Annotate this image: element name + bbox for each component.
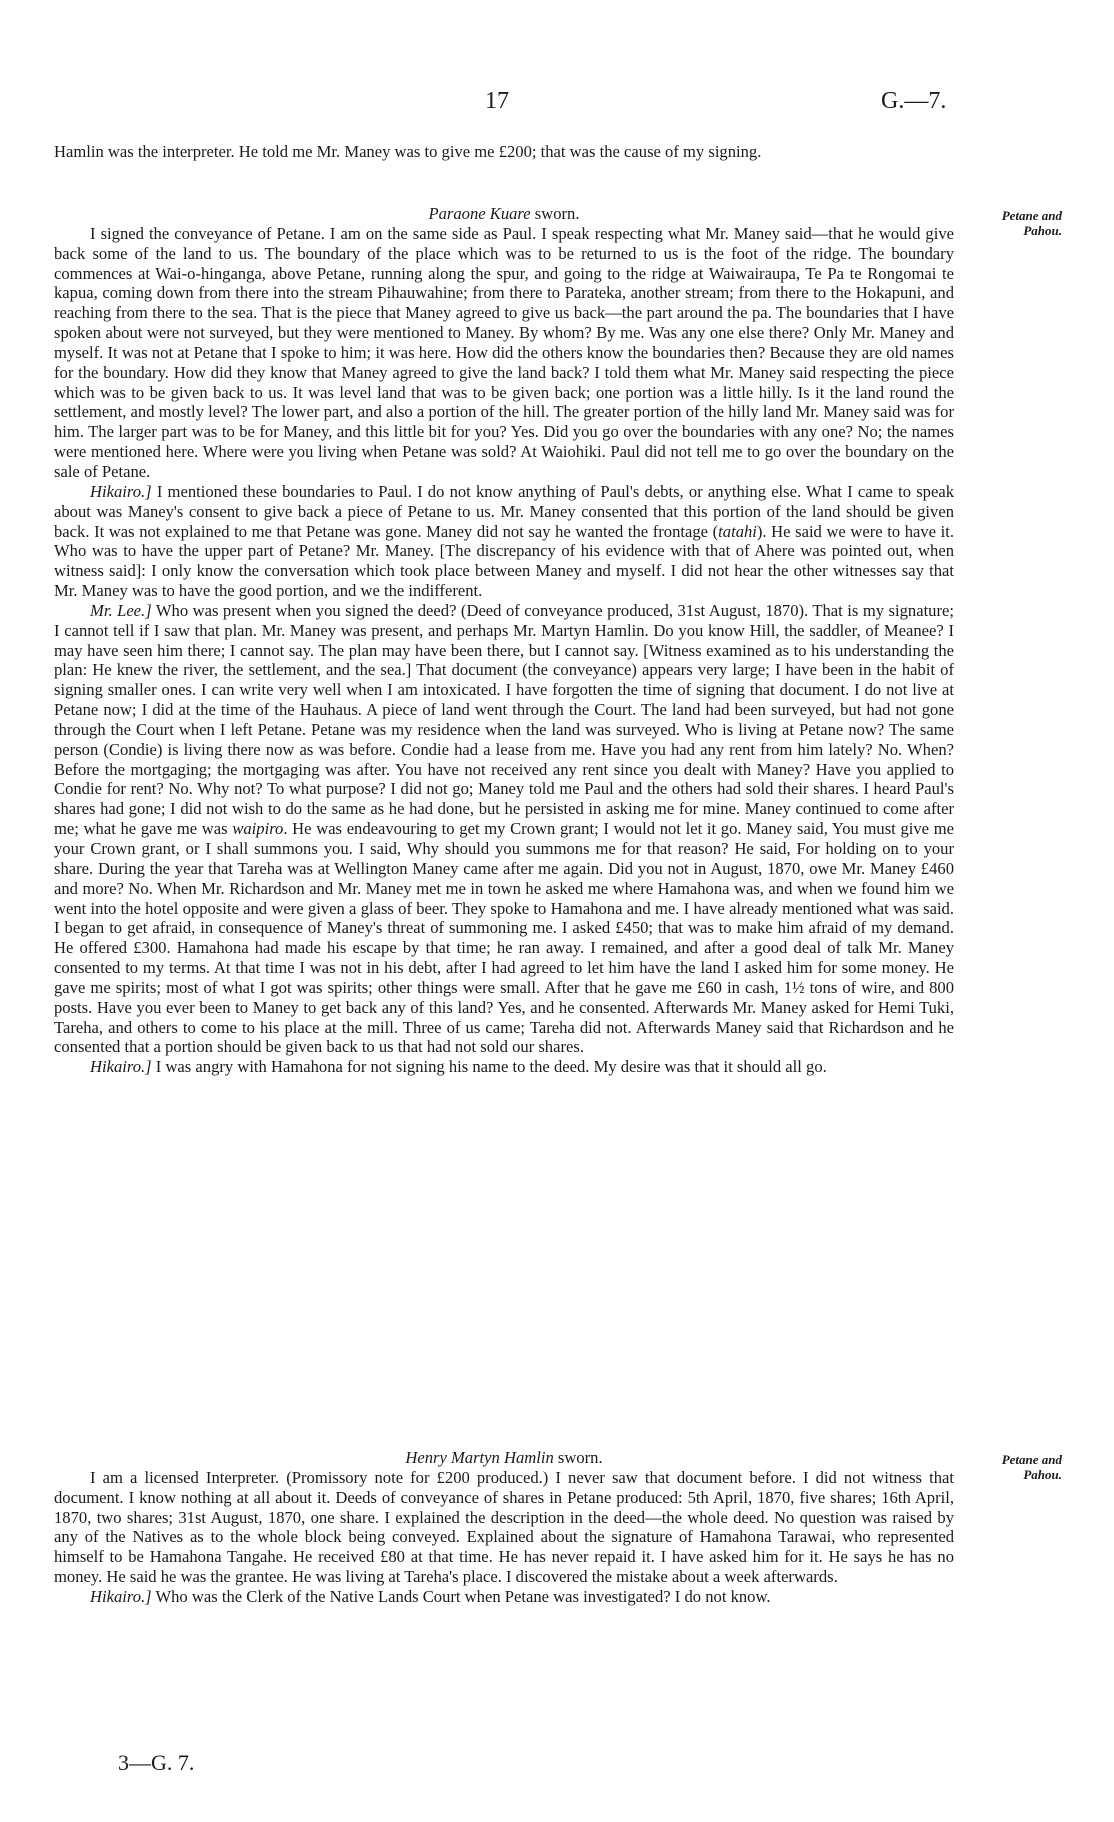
testimony-section-2 — [54, 1448, 954, 1607]
testimony-text: Who was present when you signed the deed? (Deed of conveyance produced, 31st August, 1870). That is my signature; I cannot tell if I saw that plan. Mr. Maney was present, and perhaps Mr. Martyn Hamlin. Do you know Hill, the saddler, of Meanee? I may have seen him there; I cannot say. The plan may have been there, but I cannot say. [Witness examined as to his understanding the plan: He knew the river, the settlement, and the sea.] That document (the conveyance) appears very large; I have been in the habit of signing smaller ones. I can write very well when I am intoxicated. I have forgotten the time of signing that document. I do not live at Petane now; I did at the time of the Hauhaus. A piece of land went through the Court. The land had been surveyed, but had not gone through the Court when I left Petane. Petane was my residence when the land was surveyed. Who is living at Petane now? The same person (Condie) is living there now as was before. Condie had a lease from me. Have you had any rent from him lately? No. When? Before the mortgaging; the mortgaging was after. You have not received any rent since you dealt with Maney? Have you applied to Condie for rent? No. Why not? To what purpose? I did not go; Maney told me Paul and the others had sold their shares. I heard Paul's shares had gone; I did not wish to do the same as he had done, but he persisted in asking me for mine. Maney continued to come after me; what he gave me was — [54, 600, 954, 839]
marginal-note-2: Petane and Pahou. — [1001, 1452, 1062, 1482]
maori-term: waipiro — [232, 819, 284, 839]
speaker-label: Hikairo.] — [90, 1586, 152, 1606]
witness-name-2: Henry Martyn Hamlin — [405, 1448, 554, 1467]
testimony-text: Who was the Clerk of the Native Lands Court when Petane was investigated? I do not know. — [151, 1586, 771, 1606]
witness-heading-1 — [54, 204, 954, 224]
testimony-paragraph — [54, 1057, 954, 1077]
document-reference: G.—7. — [881, 88, 947, 114]
testimony-paragraph — [54, 1587, 954, 1607]
intro-paragraph — [54, 142, 954, 162]
witness-name-1: Paraone Kuare — [428, 204, 531, 223]
testimony-paragraph: I signed the conveyance of Petane. I am on the same side as Paul. I speak respecting what Mr. Maney said—that he would give back some of the land to us. The boundary of the place which was to be returned to us is the foot of the ridge. The boundary commences at Wai-o-hinganga, above Petane, running along the spur, and going to the ridge at Waiwairaupa, Te Pa te Rongomai te kapua, coming down from there into the stream Pihauwahine; from there to Parateka, another stream; from there to the Hokapuni, and reaching from there to the sea. That is the piece that Maney agreed to give us back—the part around the pa. The boundaries that I have spoken about were not surveyed, but they were mentioned to Maney. By whom? By me. Was any one else there? Only Mr. Maney and myself. It was not at Petane that I spoke to him; it was here. How did the others know the boundaries then? Because they are old names for the boundary. How did they know that Maney agreed to give the land back? I told them what Mr. Maney said respecting the piece which was to be given back to us. It was level land that was to be given back; one portion was a little hilly. Is it the land round the settlement, and mostly level? The lower part, and also a portion of the hill. The greater portion of the hilly land Mr. Maney said was for him. The larger part was to be for Maney, and this little bit for you? Yes. Did you go over the boundaries with any one? No; the names were mentioned here. Where were you living when Petane was sold? At Waiohiki. Paul did not tell me to go over the boundary on the sale of Petane. — [54, 223, 954, 481]
testimony-paragraph — [54, 601, 954, 1057]
printer-signature: 3—G. 7. — [118, 1750, 195, 1775]
maori-term: tatahi — [718, 521, 757, 541]
speaker-label: Hikairo.] — [90, 481, 152, 501]
testimony-paragraph: I am a licensed Interpreter. (Promissory note for £200 produced.) I never saw that document before. I did not witness that document. I know nothing at all about it. Deeds of conveyance of shares in Petane produced: 5th April, 1870, five shares; 16th April, 1870, two shares; 31st August, 1870, one share. I explained the description in the deed—the whole deed. No question was raised by any of the Natives as to the whole block being conveyed. Explained about the signature of Hamahona Tarawai, who represented himself to be Hamahona Tangahe. He received £80 at that time. He has never repaid it. I have asked him for it. He says he has no money. He said he was the grantee. He was living at Tareha's place. I discovered the mistake about a week afterwards. — [54, 1467, 954, 1587]
speaker-label: Hikairo.] — [90, 1057, 152, 1077]
testimony-text: . He was endeavouring to get my Crown grant; I would not let it go. Maney said, You must give me your Crown grant, or I shall summons you. I said, Why should you summons me for that reason? He said, For holding on to your share. During the year that Tareha was at Wellington Maney came after me again. Did you not in August, 1870, owe Mr. Maney £460 and more? No. When Mr. Richardson and Mr. Maney met me in town he asked me where Hamahona was, and when we found him we went into the hotel opposite and were given a glass of beer. They spoke to Hamahona and me. I have already mentioned what was said. I began to get afraid, in consequence of Maney's threat of summoning me. I asked £450; that was to make him afraid of my demand. He offered £300. Hamahona had made his escape by that time; he ran away. I remained, and after a good deal of talk Mr. Maney consented to my terms. At that time I was not in his debt, after I had agreed to let him have the land I asked him for some money. He gave me spirits; most of what I got was spirits; other things were small. After that he gave me £60 in cash, 1½ tons of wire, and 800 posts. Have you ever been to Maney to get back any of this land? Yes, and he consented. Afterwards Mr. Maney asked for Hemi Tuki, Tareha, and others to come to his place at the mill. Three of us came; Tareha did not. Afterwards Maney said that Richardson and he consented that a portion should be given back to us that had not sold our shares. — [54, 819, 955, 1057]
intro-text: Hamlin was the interpreter. He told me Mr. Maney was to give me £200; that was the cause of my signing. — [54, 142, 762, 161]
testimony-paragraph — [54, 482, 954, 601]
testimony-text: ). He said we were to have it. Who was to have the upper part of Petane? Mr. Maney. [The discrepancy of his evidence with that of Ahere was pointed out, when witness said]: I only know the conversation which took place between Maney and myself. I did not hear the other witnesses say that Mr. Maney was to have the good portion, and we the indifferent. — [54, 521, 954, 601]
testimony-text: I was angry with Hamahona for not signing his name to the deed. My desire was that it should all go. — [151, 1057, 827, 1077]
witness-heading-2 — [54, 1448, 954, 1468]
testimony-section-1 — [54, 204, 954, 1077]
page-number: 17 — [485, 88, 509, 114]
testimony-text: I mentioned these boundaries to Paul. I do not know anything of Paul's debts, or anything else. What I came to speak about was Maney's consent to give back a piece of Petane to us. Mr. Maney consented that this portion of the land should be given back. It was not explained to me that Petane was gone. Maney did not say he wanted the frontage ( — [54, 481, 954, 541]
marginal-note-1: Petane and Pahou. — [1001, 208, 1062, 238]
sworn-label-2: sworn. — [557, 1448, 603, 1467]
sworn-label-1: sworn. — [534, 204, 580, 223]
speaker-label: Mr. Lee.] — [90, 600, 152, 620]
